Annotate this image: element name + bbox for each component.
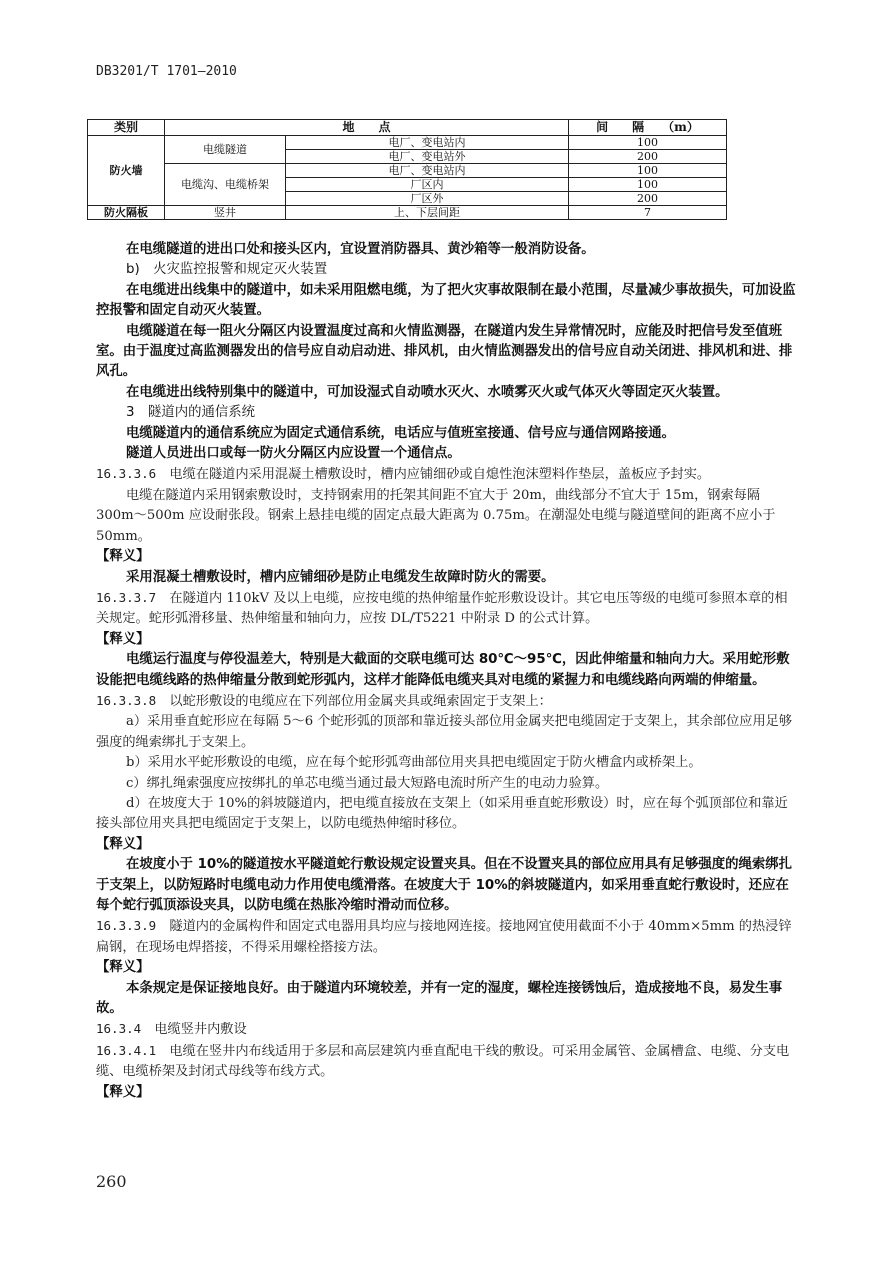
clause-number: 16.3.3.7 — [96, 589, 157, 605]
table-cell-category: 防火墙 — [88, 136, 165, 206]
fire-spacing-table — [87, 119, 727, 220]
clause-number: 16.3.3.9 — [96, 918, 157, 934]
table-cell-value: 7 — [569, 206, 727, 220]
paragraph: 隧道人员进出口或每一防火分隔区内应设置一个通信点。 — [126, 446, 461, 462]
subheading: 3 隧道内的通信系统 — [126, 405, 256, 421]
paragraph: 在电缆进出线特别集中的隧道中，可加设湿式自动喷水灭火、水喷雾灭火或气体灭火等固定灭火装置。 — [126, 384, 729, 400]
table-cell-location: 竖井 — [165, 206, 286, 220]
paragraph: 在电缆隧道的进出口处和接头区内，宜设置消防器具、黄沙箱等一般消防设备。 — [126, 242, 595, 257]
table-cell-value: 200 — [569, 192, 727, 206]
explanation-label: 【释义】 — [96, 549, 150, 565]
table-row — [88, 136, 727, 150]
explanation-label: 【释义】 — [96, 1084, 150, 1100]
header-location: 地 点 — [165, 120, 569, 136]
paragraph: 在电缆进出线集中的隧道中，如未采用阻燃电缆，为了把火灾事故限制在最小范围，尽量减少事故损失，可加设监控报警和固定自动灭火装置。 — [96, 282, 796, 319]
explanation-label: 【释义】 — [96, 960, 150, 976]
clause-number: 16.3.3.8 — [96, 692, 157, 708]
table-cell-sublocation: 上、下层间距 — [286, 206, 569, 220]
table-cell-value: 200 — [569, 150, 727, 164]
paragraph: 电缆在隧道内采用钢索敷设时，支持钢索用的托架其间距不宜大于 20m，曲线部分不宜大于 15m，钢索每隔 300m～500m 应设耐张段。钢索上悬挂电缆的固定点最大距离为 0.75m。在潮湿处电缆与隧道壁间的距离不应小于 50mm。 — [96, 487, 776, 544]
table-cell-value: 100 — [569, 164, 727, 178]
clause-text: 电缆在竖井内布线适用于多层和高层建筑内垂直配电干线的敷设。可采用金属管、金属槽盒、电缆、分支电缆、电缆桥架及封闭式母线等布线方式。 — [96, 1043, 790, 1080]
table-cell-value: 100 — [569, 136, 727, 150]
explanation-label: 【释义】 — [96, 631, 150, 647]
clause-text: 在隧道内 110kV 及以上电缆，应按电缆的热伸缩量作蛇形敷设设计。其它电压等级的电缆可参照本章的相关规定。蛇形弧滑移量、热伸缩量和轴向力，应按 DL/T5221 中附录 D 的公式计算。 — [96, 590, 788, 627]
header-category: 类别 — [88, 120, 165, 136]
clause-text: 隧道内的金属构件和固定式电器用具均应与接地网连接。接地网宜使用截面不小于 40mm×5mm 的热浸锌扁钢，在现场电焊搭接，不得采用螺栓搭接方法。 — [96, 919, 792, 955]
table-cell-sublocation: 厂区外 — [286, 192, 569, 206]
explanation-label: 【释义】 — [96, 836, 150, 852]
list-item: a）采用垂直蛇形应在每隔 5～6 个蛇形弧的顶部和靠近接头部位用金属夹把电缆固定于支架上，其余部位应用足够强度的绳索绑扎于支架上。 — [96, 714, 793, 750]
list-item: c）绑扎绳索强度应按绑扎的单芯电缆当通过最大短路电流时所产生的电动力验算。 — [126, 775, 609, 791]
document-body — [96, 240, 800, 1103]
document-code: DB3201/T 1701—2010 — [96, 64, 237, 79]
clause — [96, 916, 800, 958]
subheading: b) 火灾监控报警和规定灭火装置 — [126, 262, 328, 278]
paragraph: 电缆隧道在每一阻火分隔区内设置温度过高和火情监测器，在隧道内发生异常情况时，应能及时把信号发至值班室。由于温度过高监测器发出的信号应自动启动进、排风机，由火情监测器发出的信号应自动关闭进、排风机和进、排风孔。 — [96, 323, 793, 380]
clause — [96, 691, 800, 712]
paragraph: 电缆运行温度与停役温差大，特别是大截面的交联电缆可达 80℃～95℃，因此伸缩量和轴向力大。采用蛇形敷设能把电缆线路的热伸缩量分散到蛇形弧内，这样才能降低电缆夹具对电缆的紧握力和电缆线路向两端的伸缩量。 — [96, 652, 790, 688]
paragraph: 采用混凝土槽敷设时，槽内应铺细砂是防止电缆发生故障时防火的需要。 — [126, 569, 555, 585]
table-cell-sublocation: 电厂、变电站内 — [286, 136, 569, 150]
list-item: d）在坡度大于 10%的斜坡隧道内，把电缆直接放在支架上（如采用垂直蛇形敷设）时，应在每个弧顶部位和靠近接头部位用夹具把电缆固定于支架上，以防电缆热伸缩时移位。 — [96, 795, 788, 832]
header-interval: 间 隔 （m） — [569, 120, 727, 136]
page-number: 260 — [96, 1172, 127, 1191]
clause — [96, 1041, 800, 1083]
table-header-row — [88, 120, 727, 136]
clause-text: 电缆竖井内敷设 — [154, 1022, 247, 1038]
table-cell-sublocation: 电厂、变电站外 — [286, 150, 569, 164]
table-row — [88, 164, 727, 178]
paragraph: 在坡度小于 10%的隧道按水平隧道蛇行敷设规定设置夹具。但在不设置夹具的部位应用具有足够强度的绳索绑扎于支架上，以防短路时电缆电动力作用使电缆滑落。在坡度大于 10%的斜坡隧道内，如采用垂直蛇行敷设时，还应在每个蛇行弧顶添设夹具，以防电缆在热胀冷缩时滑动而位移。 — [96, 857, 793, 913]
clause — [96, 464, 800, 485]
paragraph: 电缆隧道内的通信系统应为固定式通信系统，电话应与值班室接通、信号应与通信网路接通。 — [126, 425, 676, 441]
clause — [96, 588, 800, 630]
clause-text: 电缆在隧道内采用混凝土槽敷设时，槽内应铺细砂或自熄性泡沫塑料作垫层，盖板应予封实。 — [169, 467, 711, 483]
table-cell-sublocation: 厂区内 — [286, 178, 569, 192]
table-cell-sublocation: 电厂、变电站内 — [286, 164, 569, 178]
clause-text: 以蛇形敷设的电缆应在下列部位用金属夹具或绳索固定于支架上： — [169, 693, 552, 709]
table-cell-value: 100 — [569, 178, 727, 192]
clause-number: 16.3.3.6 — [96, 466, 157, 482]
clause-number: 16.3.4.1 — [96, 1042, 157, 1058]
table-cell-location: 电缆沟、电缆桥架 — [165, 164, 286, 206]
clause-number: 16.3.4 — [96, 1021, 142, 1037]
list-item: b）采用水平蛇形敷设的电缆，应在每个蛇形弧弯曲部位用夹具把电缆固定于防火槽盒内或桥架上。 — [126, 755, 702, 771]
section-heading — [96, 1019, 800, 1040]
table-row — [88, 206, 727, 220]
paragraph: 本条规定是保证接地良好。由于隧道内环境较差，并有一定的湿度，螺栓连接锈蚀后，造成接地不良，易发生事故。 — [96, 980, 783, 1017]
table-cell-location: 电缆隧道 — [165, 136, 286, 164]
table-cell-category: 防火隔板 — [88, 206, 165, 220]
